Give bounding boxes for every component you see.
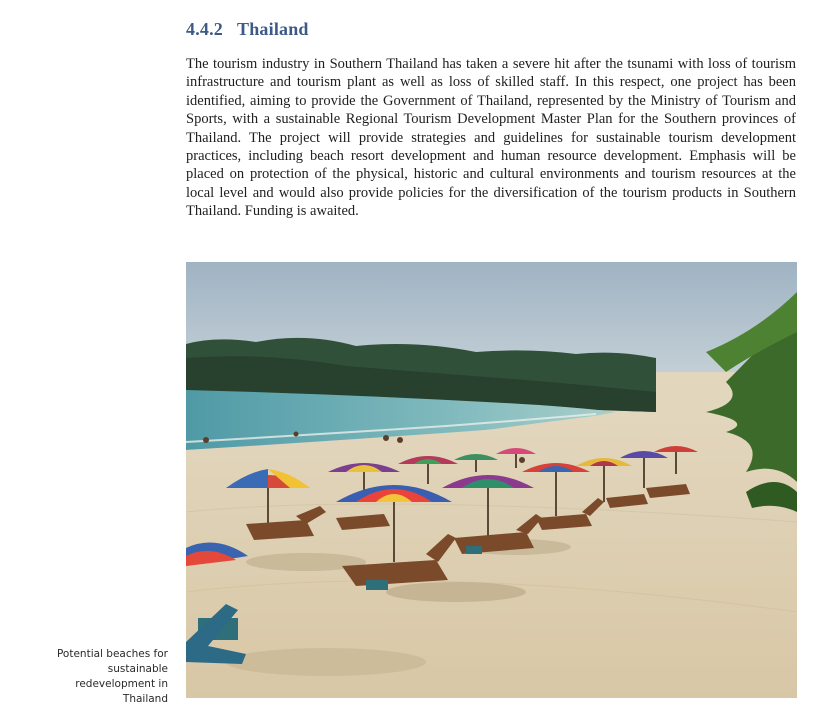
- figure-caption: Potential beaches for sustainable redevelopment in Thailand: [56, 648, 168, 705]
- body-paragraph: The tourism industry in Southern Thailand has taken a severe hit after the tsunami with loss of tourism infrastructure and tourism plant as well as loss of skilled staff. In this respect, one project has been identified, aiming to provide the Government of Thailand, represented by the Ministry of Tourism and Sports, with a sustainable Regional Tourism Development Master Plan for the Southern provinces of Thailand. The project will provide strategies and guidelines for sustainable tourism development practices, including beach resort development and human resource development. Emphasis will be placed on protection of the physical, historic and cultural environments and tourism resources at the local level and would also provide policies for the diversification of the tourism products in Southern Thailand. Funding is awaited.: [186, 56, 796, 220]
- section-title: Thailand: [237, 19, 309, 39]
- section-number: 4.4.2: [186, 19, 223, 39]
- beach-photo-illustration: [186, 262, 797, 698]
- beach-photo: [186, 262, 797, 698]
- section-heading: [186, 19, 309, 40]
